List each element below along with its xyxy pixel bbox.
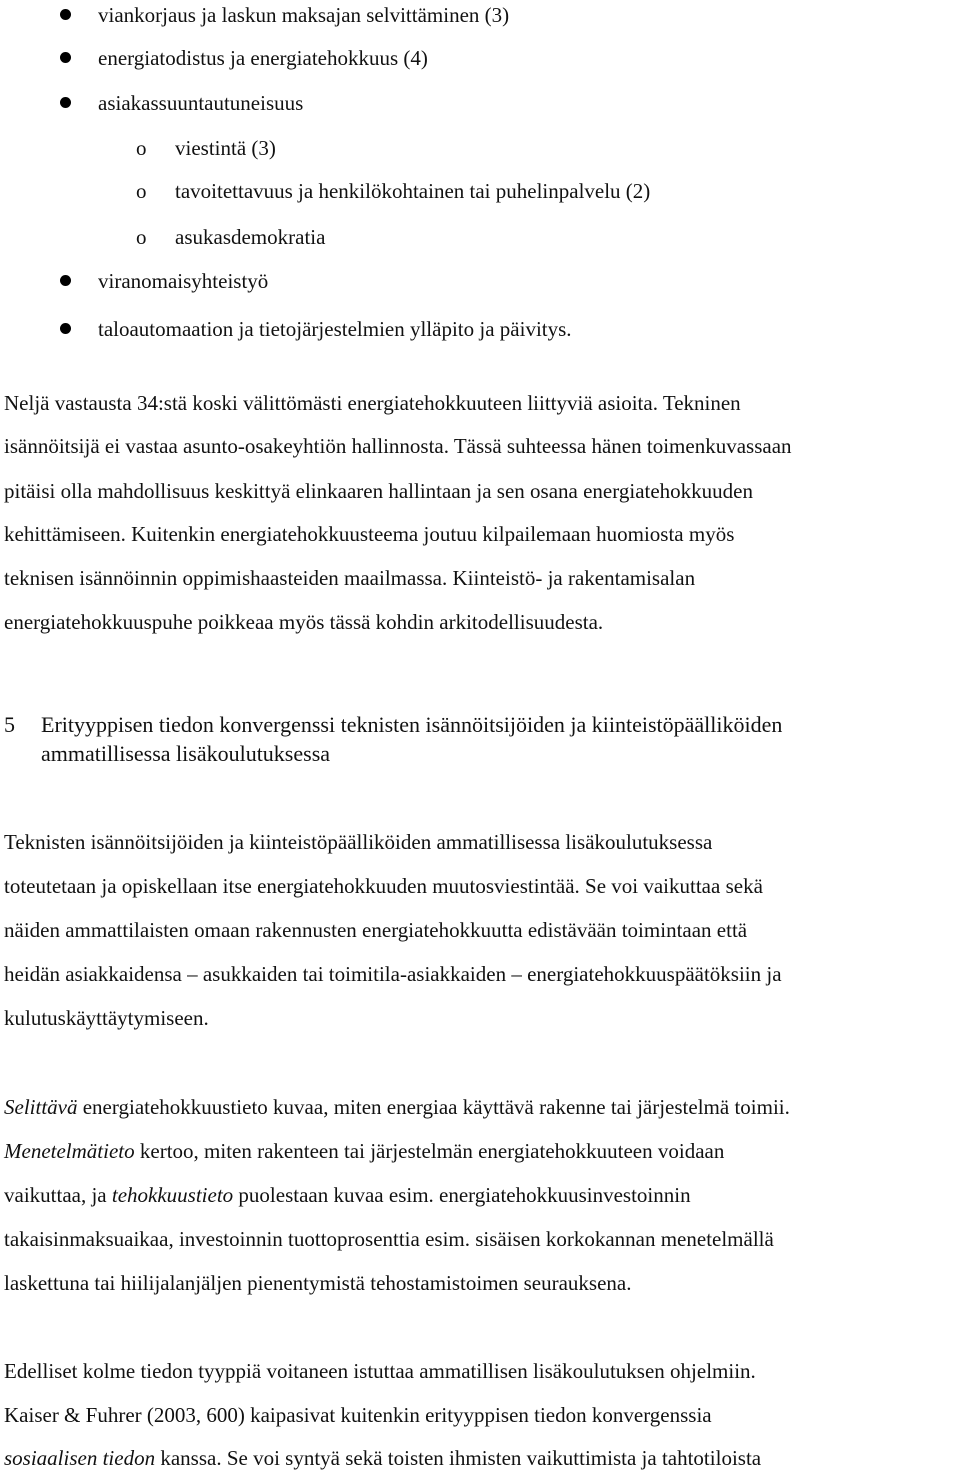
section-title: Erityyppisen tiedon konvergenssi teknisten isännöitsijöiden ja kiinteistöpäälliköiden (41, 712, 783, 737)
list-item-text: energiatodistus ja energiatehokkuus (4) (98, 46, 428, 70)
text-run: kertoo, miten rakenteen tai järjestelmän energiatehokkuuteen voidaan (134, 1139, 725, 1163)
paragraph-line: toteutetaan ja opiskellaan itse energiatehokkuuden muutosviestintää. Se voi vaikuttaa sekä (4, 874, 763, 898)
italic-term: sosiaalisen tiedon (4, 1446, 156, 1470)
list-item-text: viranomaisyhteistyö (98, 269, 269, 293)
bullet-dot-icon (60, 97, 71, 108)
sub-list-item-text: asukasdemokratia (175, 225, 326, 249)
paragraph-line: näiden ammattilaisten omaan rakennusten energiatehokkuutta edistävään toimintaan että (4, 918, 748, 942)
sub-bullet-marker: o (136, 136, 147, 160)
paragraph-line: Edelliset kolme tiedon tyyppiä voitaneen istuttaa ammatillisen lisäkoulutuksen ohjelmiin. (4, 1359, 756, 1383)
bullet-dot-icon (60, 275, 71, 286)
bullet-dot-icon (60, 323, 71, 334)
paragraph-line (4, 1092, 790, 1122)
paragraph-line: Kaiser & Fuhrer (2003, 600) kaipasivat kuitenkin erityyppisen tiedon konvergenssia (4, 1403, 712, 1427)
paragraph-line (4, 1136, 724, 1166)
bullet-dot-icon (60, 9, 71, 20)
list-item-text: asiakassuuntautuneisuus (98, 91, 304, 115)
list-item-text: taloautomaation ja tietojärjestelmien ylläpito ja päivitys. (98, 317, 572, 341)
italic-term: Menetelmätieto (4, 1139, 135, 1163)
sub-list-item-text: viestintä (3) (175, 136, 276, 160)
text-run: puolestaan kuvaa esim. energiatehokkuusinvestoinnin (233, 1183, 691, 1207)
paragraph-line: energiatehokkuuspuhe poikkeaa myös tässä kohdin arkitodellisuudesta. (4, 610, 604, 634)
paragraph-line: kulutuskäyttäytymiseen. (4, 1006, 209, 1030)
paragraph-line: pitäisi olla mahdollisuus keskittyä elinkaaren hallintaan ja sen osana energiatehokkuuden (4, 479, 753, 503)
sub-list-item-text: tavoitettavuus ja henkilökohtainen tai puhelinpalvelu (2) (175, 179, 651, 203)
sub-bullet-marker: o (136, 225, 147, 249)
section-heading-line (0, 710, 960, 740)
paragraph-line: takaisinmaksuaikaa, investoinnin tuottoprosenttia esim. sisäisen korkokannan menetelmällä (4, 1227, 774, 1251)
paragraph-line: kehittämiseen. Kuitenkin energiatehokkuusteema joutuu kilpailemaan huomiosta myös (4, 522, 735, 546)
paragraph-line: isännöitsijä ei vastaa asunto-osakeyhtiön hallinnosta. Tässä suhteessa hänen toimenkuvassaan (4, 434, 792, 458)
paragraph-line: Teknisten isännöitsijöiden ja kiinteistöpäälliköiden ammatillisessa lisäkoulutuksessa (4, 830, 713, 854)
section-number: 5 (4, 712, 15, 737)
paragraph-line: heidän asiakkaidensa – asukkaiden tai toimitila-asiakkaiden – energiatehokkuuspäätöksiin ja (4, 962, 782, 986)
bullet-dot-icon (60, 52, 71, 63)
paragraph-line (4, 1180, 691, 1210)
paragraph-line (4, 1443, 761, 1473)
text-run: kanssa. Se voi syntyä sekä toisten ihmisten vaikuttimista ja tahtotiloista (155, 1446, 762, 1470)
italic-term: tehokkuustieto (111, 1183, 234, 1207)
italic-term: Selittävä (4, 1095, 78, 1119)
section-title-continued: ammatillisessa lisäkoulutuksessa (41, 741, 331, 766)
sub-bullet-marker: o (136, 179, 147, 203)
list-item-text: viankorjaus ja laskun maksajan selvittäminen (3) (98, 3, 510, 27)
text-run: energiatehokkuustieto kuvaa, miten energiaa käyttävä rakenne tai järjestelmä toimii. (77, 1095, 790, 1119)
text-run: vaikuttaa, ja (4, 1183, 112, 1207)
paragraph-line: laskettuna tai hiilijalanjäljen pienentymistä tehostamistoimen seurauksena. (4, 1271, 632, 1295)
paragraph-line: teknisen isännöinnin oppimishaasteiden maailmassa. Kiinteistö- ja rakentamisalan (4, 566, 696, 590)
paragraph-line: Neljä vastausta 34:stä koski välittömästi energiatehokkuuteen liittyviä asioita. Tekninen (4, 391, 741, 415)
